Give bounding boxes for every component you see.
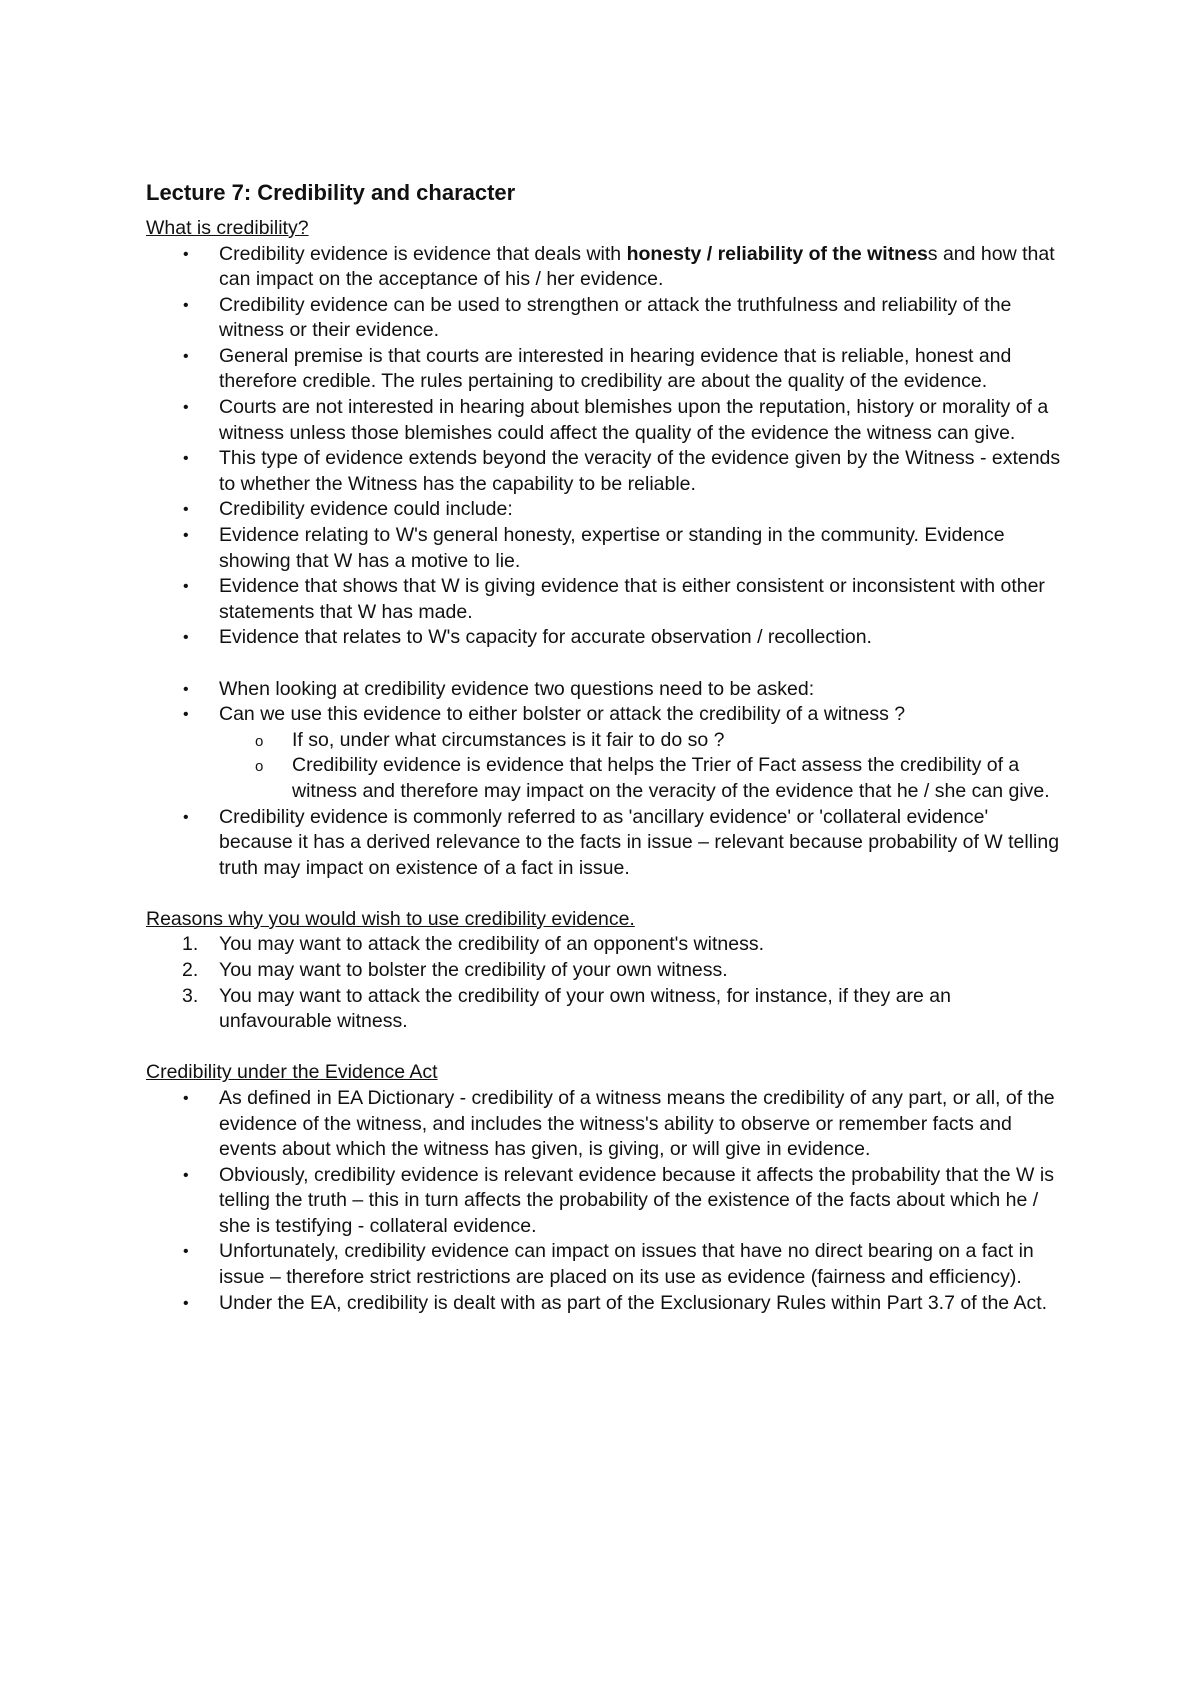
reasons-numbered-list: [146, 932, 1066, 1034]
list-item: [146, 1086, 1066, 1163]
spacer: [146, 881, 1066, 907]
bullet-icon: •: [183, 706, 189, 724]
list-item-text: Obviously, credibility evidence is relevant evidence because it affects the probability that the W is telling the truth – this in turn affects the probability of the existence of the facts about which he / she is testifying - collateral evidence.: [219, 1163, 1054, 1237]
section-heading-what-is-credibility: What is credibility?: [146, 217, 309, 239]
bullet-icon: •: [183, 450, 189, 468]
list-item: [146, 242, 1066, 293]
list-item-text-post: s and how that can impact on the acceptance of his / her evidence.: [219, 242, 1055, 291]
bullet-icon: •: [183, 1166, 189, 1184]
credibility-questions-list: [146, 677, 1066, 882]
document-page: [146, 180, 1066, 1316]
bullet-icon: •: [183, 501, 189, 519]
list-item: [146, 702, 1066, 728]
bullet-icon: •: [183, 296, 189, 314]
numbered-item-text: You may want to attack the credibility of your own witness, for instance, if they are an unfavourable witness.: [219, 984, 951, 1033]
sub-list-item: [146, 753, 1066, 804]
list-item-text: Evidence relating to W's general honesty, expertise or standing in the community. Evidence showing that W has a motive to lie.: [219, 524, 1005, 572]
list-item-text: General premise is that courts are interested in hearing evidence that is reliable, honest and therefore credible. The rules pertaining to credibility are about the quality of the evidence.: [219, 344, 1012, 393]
sub-list-item: [146, 728, 1066, 754]
list-item: [146, 293, 1066, 344]
numbered-item-text: You may want to bolster the credibility of your own witness.: [219, 959, 728, 982]
list-item: [146, 1239, 1066, 1290]
list-item-text: Under the EA, credibility is dealt with as part of the Exclusionary Rules within Part 3.7 of the Act.: [219, 1291, 1048, 1314]
spacer: [146, 1035, 1066, 1061]
numbered-item-text: You may want to attack the credibility of an opponent's witness.: [219, 933, 764, 956]
list-item-text: Unfortunately, credibility evidence can impact on issues that have no direct bearing on a fact in issue – therefore strict restrictions are placed on its use as evidence (fairness and efficiency).: [219, 1240, 1034, 1289]
list-item-text: Evidence that shows that W is giving evidence that is either consistent or inconsistent with other statements that W has made.: [219, 575, 1045, 623]
bullet-icon: •: [183, 1089, 189, 1107]
list-item-text: Can we use this evidence to either bolster or attack the credibility of a witness ?: [219, 703, 906, 726]
list-item: [146, 446, 1066, 497]
list-item: [146, 395, 1066, 446]
list-item: [146, 1163, 1066, 1240]
list-item-text-pre: Credibility evidence is evidence that deals with: [219, 242, 627, 265]
credibility-bullet-list: [146, 242, 1066, 652]
item-number: 2.: [182, 959, 199, 982]
bullet-icon: •: [183, 399, 189, 417]
list-item: [146, 497, 1066, 523]
section-heading-reasons: Reasons why you would wish to use credibility evidence.: [146, 907, 635, 930]
sub-list-item-text: Credibility evidence is evidence that helps the Trier of Fact assess the credibility of a witness and therefore may impact on the veracity of the evidence that he / she can give.: [292, 754, 1050, 802]
page-title: Lecture 7: Credibility and character: [146, 180, 516, 205]
bullet-icon: •: [183, 808, 189, 826]
bullet-icon: •: [183, 629, 189, 647]
item-number: 1.: [182, 933, 199, 956]
bullet-icon: •: [183, 347, 189, 365]
bullet-icon: •: [183, 527, 189, 545]
bullet-icon: •: [183, 578, 189, 596]
list-item-text: Courts are not interested in hearing about blemishes upon the reputation, history or morality of a witness unless those blemishes could affect the quality of the evidence the witness can give.: [219, 396, 1049, 444]
list-item-text: This type of evidence extends beyond the veracity of the evidence given by the Witness - extends to whether the Witness has the capability to be reliable.: [219, 447, 1061, 495]
numbered-item: [146, 984, 1066, 1035]
list-item: [146, 1291, 1066, 1317]
list-item-text: When looking at credibility evidence two questions need to be asked:: [219, 677, 815, 700]
sub-list-item-text: If so, under what circumstances is it fair to do so ?: [292, 728, 725, 751]
list-item-text-bold: honesty / reliability of the witnes: [626, 242, 928, 265]
bullet-icon: •: [183, 680, 189, 698]
sub-bullet-icon: o: [255, 732, 264, 750]
list-item: [146, 677, 1066, 703]
item-number: 3.: [182, 984, 199, 1007]
bullet-icon: •: [183, 1294, 189, 1312]
section-heading-evidence-act: Credibility under the Evidence Act: [146, 1061, 438, 1084]
list-item-text: Credibility evidence could include:: [219, 498, 513, 521]
spacer: [146, 651, 1066, 677]
list-item: [146, 805, 1066, 882]
evidence-act-bullet-list: [146, 1086, 1066, 1316]
list-item: [146, 574, 1066, 625]
sub-bullet-icon: o: [255, 758, 264, 776]
list-item-text: As defined in EA Dictionary - credibility of a witness means the credibility of any part, or all, of the evidence of the witness, and includes the witness's ability to observe or remember facts and events about which the witness has given, is giving, or will give in evidence.: [219, 1086, 1055, 1161]
list-item-text: Credibility evidence can be used to strengthen or attack the truthfulness and reliability of the witness or their evidence.: [219, 293, 1012, 342]
list-item-text: Evidence that relates to W's capacity for accurate observation / recollection.: [219, 626, 872, 649]
numbered-item: [146, 932, 1066, 958]
bullet-icon: •: [183, 1243, 189, 1261]
list-item: [146, 344, 1066, 395]
list-item: [146, 523, 1066, 574]
list-item-text: Credibility evidence is commonly referred to as 'ancillary evidence' or 'collateral evidence' because it has a derived relevance to the facts in issue – relevant because probability of W telling truth may impact on existence of a fact in issue.: [219, 805, 1060, 879]
bullet-icon: •: [183, 245, 189, 263]
numbered-item: [146, 958, 1066, 984]
list-item: [146, 625, 1066, 651]
